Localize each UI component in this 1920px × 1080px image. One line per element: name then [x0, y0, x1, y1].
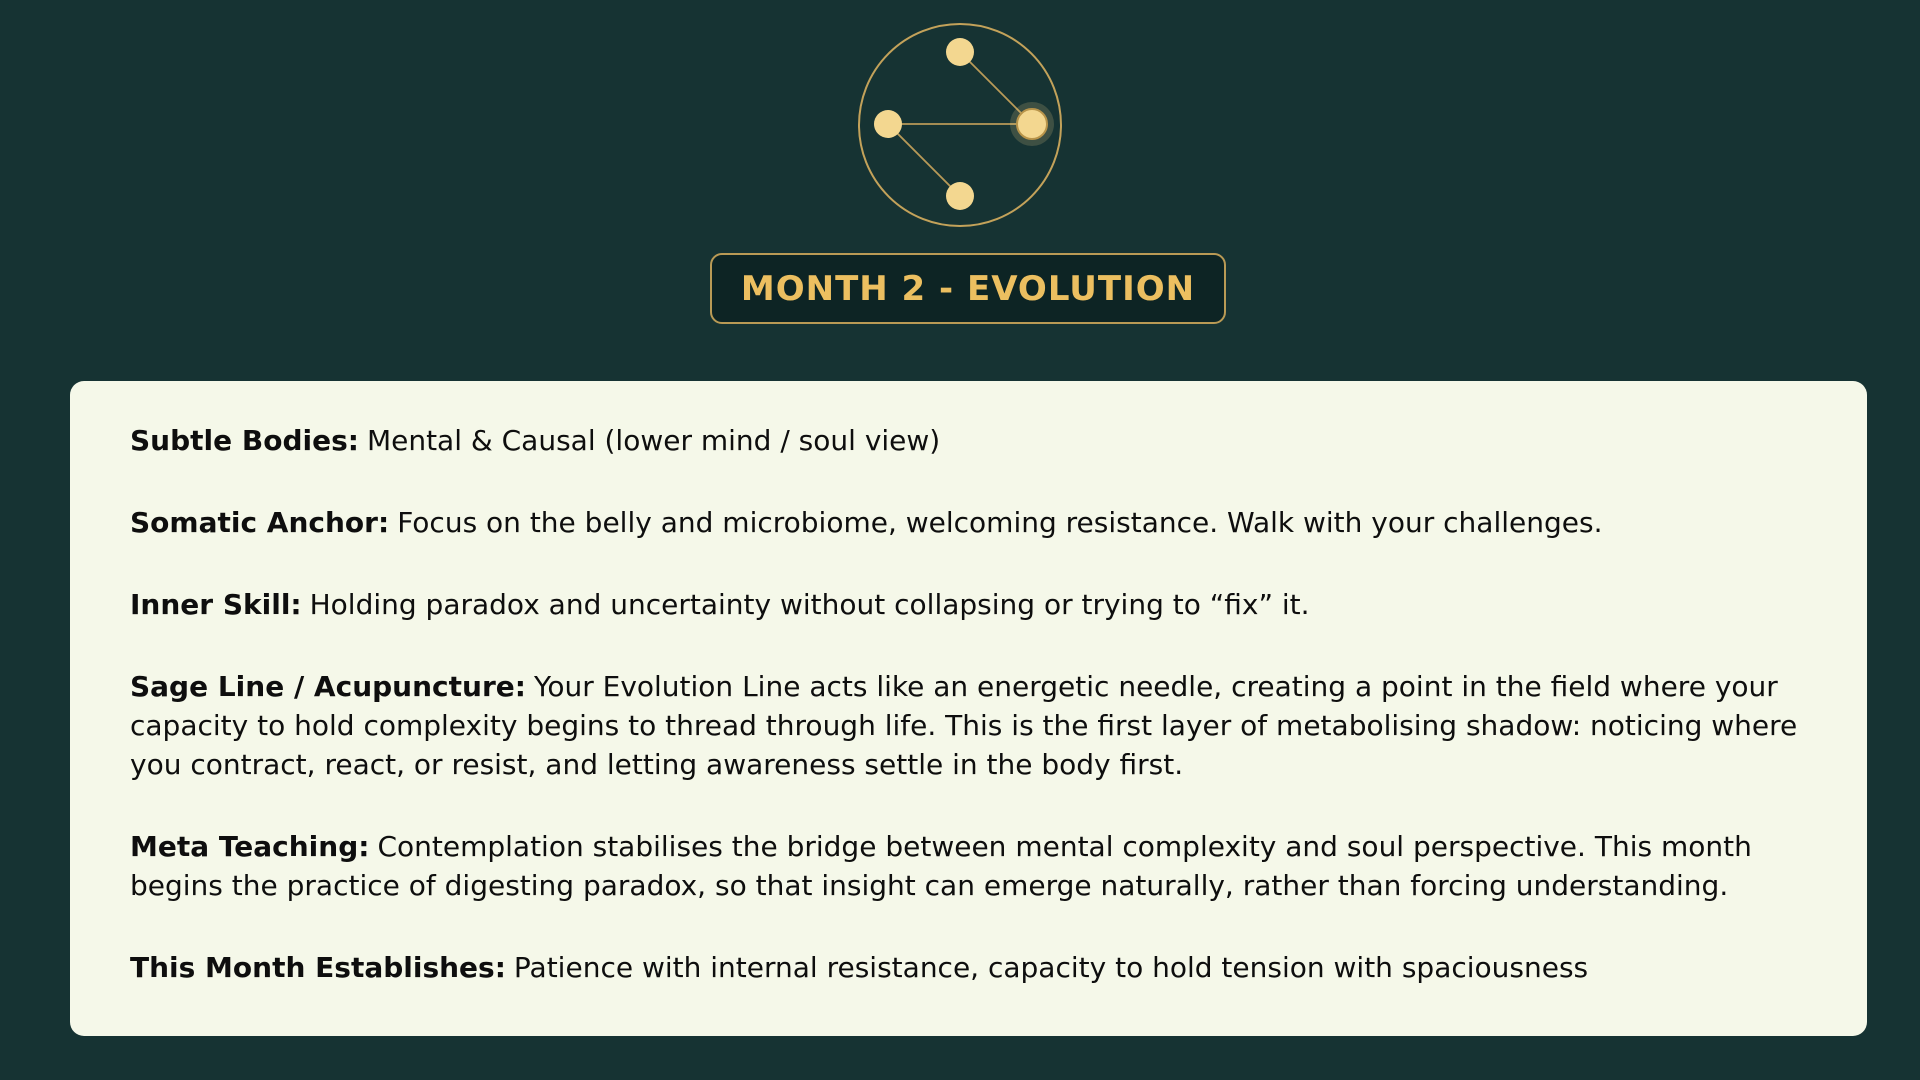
entry-label: This Month Establishes:	[130, 951, 506, 984]
emblem-dot-top	[946, 38, 974, 66]
entry-somatic-anchor	[130, 503, 1811, 542]
entry-meta-teaching	[130, 827, 1811, 905]
month-title-badge	[710, 253, 1226, 324]
entry-month-establishes	[130, 948, 1811, 987]
entry-label: Somatic Anchor:	[130, 506, 390, 539]
month-details-card	[70, 381, 1867, 1036]
entry-text: Mental & Causal (lower mind / soul view)	[366, 424, 941, 457]
entry-label: Inner Skill:	[130, 588, 302, 621]
entry-text: Holding paradox and uncertainty without collapsing or trying to “fix” it.	[309, 588, 1310, 621]
entry-label: Sage Line / Acupuncture:	[130, 670, 526, 703]
month-title: MONTH 2 - EVOLUTION	[740, 268, 1196, 309]
emblem-line-bottom	[888, 124, 960, 196]
entry-subtle-bodies	[130, 421, 1811, 460]
entry-label: Meta Teaching:	[130, 830, 370, 863]
constellation-emblem-icon	[855, 20, 1065, 230]
entry-sage-line	[130, 667, 1811, 784]
emblem-dot-right	[1017, 109, 1047, 139]
emblem-dot-left	[874, 110, 902, 138]
entry-text: Patience with internal resistance, capacity to hold tension with spaciousness	[513, 951, 1589, 984]
entry-text: Focus on the belly and microbiome, welcoming resistance. Walk with your challenges.	[397, 506, 1603, 539]
emblem-dot-bottom	[946, 182, 974, 210]
entry-text: Contemplation stabilises the bridge between mental complexity and soul perspective. This month begins the practice of digesting paradox, so that insight can emerge naturally, rather than forcing understanding.	[130, 830, 1752, 902]
entry-text: Your Evolution Line acts like an energetic needle, creating a point in the field where your capacity to hold complexity begins to thread through life. This is the first layer of metabolising shadow: noticing where you contract, react, or resist, and letting awareness settle in the body first.	[130, 670, 1798, 781]
entry-label: Subtle Bodies:	[130, 424, 359, 457]
entry-inner-skill	[130, 585, 1811, 624]
